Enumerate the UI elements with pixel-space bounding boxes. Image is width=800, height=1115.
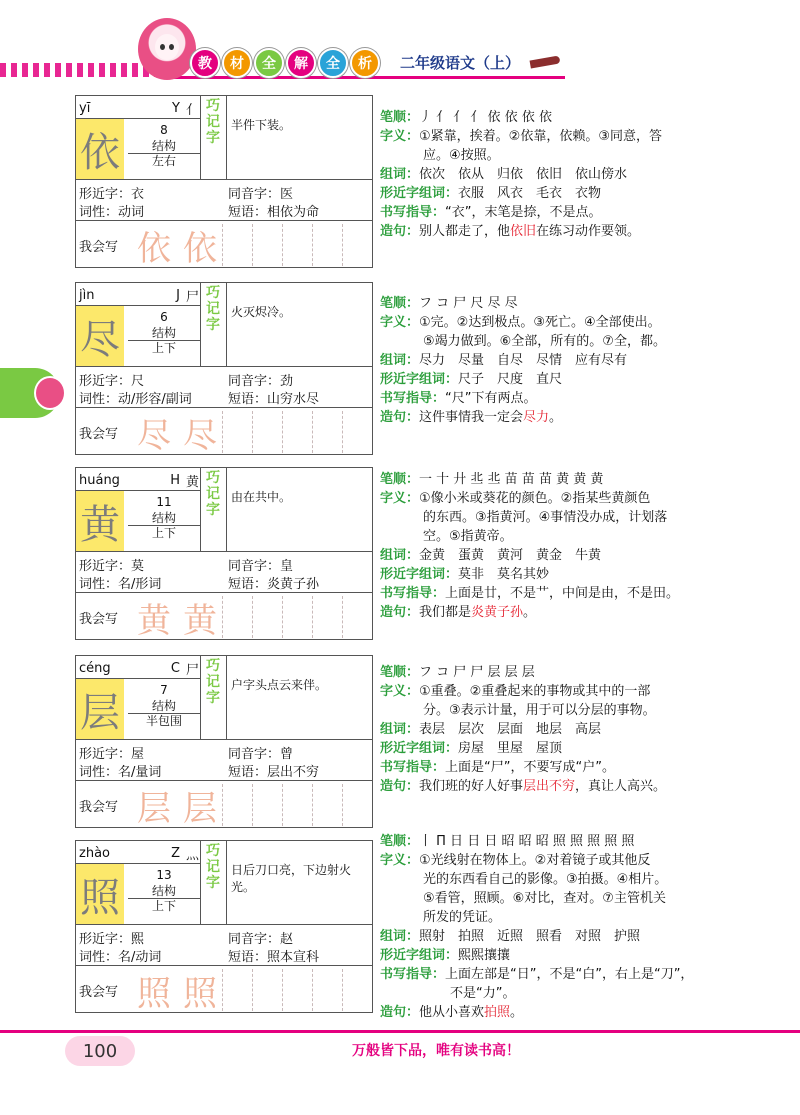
mascot-girl-icon xyxy=(138,18,196,80)
value: 光的东西看自己的影像。③拍摄。④相片。 xyxy=(423,872,668,887)
similar-word-list xyxy=(380,184,715,203)
label: 造句： xyxy=(380,1005,420,1020)
divider xyxy=(76,924,372,925)
structure: 左右 xyxy=(128,153,200,168)
stroke-count: 8 xyxy=(160,123,168,137)
value: 金黄 蛋黄 黄河 黄金 牛黄 xyxy=(419,548,602,563)
example-sentence xyxy=(380,222,715,241)
structure: 上下 xyxy=(128,340,200,355)
label: 短语： xyxy=(228,577,268,592)
label: 短语： xyxy=(228,392,268,407)
label: 笔顺： xyxy=(380,110,420,125)
similar-char xyxy=(79,928,144,947)
meaning-line xyxy=(380,527,715,546)
mnemonic-tag: 巧记字 xyxy=(206,98,220,146)
value: 名/形词 xyxy=(118,577,162,592)
initial-letter: Z xyxy=(171,845,180,861)
phrase xyxy=(228,201,319,220)
value: 我们都是 xyxy=(419,605,472,620)
practice-grid xyxy=(222,596,372,638)
trace-character: 尽 xyxy=(137,415,171,456)
radical: 尸 xyxy=(185,289,199,305)
character-card xyxy=(75,95,373,268)
phrase xyxy=(228,761,319,780)
value: 动/形容/副词 xyxy=(118,392,192,407)
value: 上面是“尸”，不要写成“户”。 xyxy=(445,760,615,775)
character-notes xyxy=(380,470,715,622)
meaning-line xyxy=(380,146,715,165)
label: 形近字组词： xyxy=(380,372,459,387)
character-card xyxy=(75,282,373,455)
value: 莫非 莫名其妙 xyxy=(458,567,550,582)
writing-guide xyxy=(380,389,715,408)
example-sentence xyxy=(380,603,715,622)
meaning-line xyxy=(380,508,715,527)
value: 。 xyxy=(549,410,563,425)
stroke-count: 7 xyxy=(160,683,168,697)
mnemonic-tag: 巧记字 xyxy=(206,470,220,518)
highlight: 尽力 xyxy=(523,410,550,425)
value: “尺”下有两点。 xyxy=(445,391,537,406)
pinyin-text: huáng xyxy=(79,472,120,488)
word-list xyxy=(380,720,715,739)
writing-guide xyxy=(380,584,715,603)
practice-label: 我会写 xyxy=(79,612,119,627)
homophone xyxy=(228,555,293,574)
value: 。 xyxy=(510,1005,524,1020)
writing-guide xyxy=(380,758,715,777)
similar-word-list xyxy=(380,946,715,965)
homophone xyxy=(228,928,293,947)
label: 字义： xyxy=(380,315,420,330)
value: ⑤竭力做到。⑥全部，所有的。⑦全，都。 xyxy=(423,334,666,349)
label: 书写指导： xyxy=(380,586,446,601)
highlight: 炎黄子孙 xyxy=(471,605,524,620)
character-notes xyxy=(380,294,715,427)
character-card xyxy=(75,467,373,640)
highlight: 拍照 xyxy=(484,1005,511,1020)
label: 形近字： xyxy=(79,374,132,389)
word-list xyxy=(380,165,715,184)
trace-character: 依 xyxy=(137,228,171,269)
highlight: 层出不穷 xyxy=(523,779,576,794)
value: 。 xyxy=(523,605,537,620)
trace-character: 尽 xyxy=(183,415,217,456)
label: 书写指导： xyxy=(380,205,446,220)
structure-label: 结构 xyxy=(151,699,176,713)
stroke-count: 13 xyxy=(156,868,172,882)
label: 形近字： xyxy=(79,932,132,947)
label: 字义： xyxy=(380,129,420,144)
label: 笔顺： xyxy=(380,834,420,849)
value: 莫 xyxy=(131,559,145,574)
stroke-count: 6 xyxy=(160,310,168,324)
divider xyxy=(76,366,372,367)
pinyin-row xyxy=(79,285,199,305)
label: 组词： xyxy=(380,167,420,182)
word-list xyxy=(380,546,715,565)
divider xyxy=(76,592,372,593)
grade-label: 二年级语文（上） xyxy=(400,54,521,72)
value: 所发的凭证。 xyxy=(423,910,502,925)
title-char: 全 xyxy=(254,48,284,78)
value: 医 xyxy=(280,187,294,202)
label: 短语： xyxy=(228,950,268,965)
label: 字义： xyxy=(380,853,420,868)
divider xyxy=(76,220,372,221)
stroke-count: 11 xyxy=(156,495,172,509)
footer-rule xyxy=(0,1030,800,1033)
divider xyxy=(76,551,372,552)
char-info xyxy=(128,306,200,366)
label: 形近字组词： xyxy=(380,567,459,582)
value: ①完。②达到极点。③死亡。④全部使出。 xyxy=(419,315,661,330)
phrase xyxy=(228,573,319,592)
practice-grid xyxy=(222,784,372,826)
practice-label: 我会写 xyxy=(79,985,119,1000)
label: 形近字： xyxy=(79,559,132,574)
value: 我们班的好人好事 xyxy=(419,779,524,794)
value: ①光线射在物体上。②对着镜子或其他反 xyxy=(419,853,651,868)
value: 这件事情我一定会 xyxy=(419,410,524,425)
trace-character: 依 xyxy=(183,228,217,269)
character-card xyxy=(75,655,373,828)
label: 组词： xyxy=(380,722,420,737)
value: 照本宣科 xyxy=(267,950,320,965)
divider xyxy=(200,841,201,924)
example-sentence xyxy=(380,1003,715,1022)
label: 短语： xyxy=(228,205,268,220)
label: 笔顺： xyxy=(380,472,420,487)
label: 造句： xyxy=(380,779,420,794)
divider xyxy=(226,468,227,551)
footer-motto: 万般皆下品，唯有读书高！ xyxy=(352,1043,520,1059)
radical: 黄 xyxy=(185,474,199,490)
label: 词性： xyxy=(79,205,119,220)
title-char: 析 xyxy=(350,48,380,78)
divider xyxy=(76,407,372,408)
label: 同音字： xyxy=(228,559,281,574)
divider xyxy=(226,96,227,179)
practice-label: 我会写 xyxy=(79,427,119,442)
character-card xyxy=(75,840,373,1013)
meaning-line xyxy=(380,851,715,870)
label: 组词： xyxy=(380,929,420,944)
label: 笔顺： xyxy=(380,665,420,680)
cat-mascot-icon xyxy=(34,376,66,410)
phrase xyxy=(228,388,319,407)
value: 应。④按照。 xyxy=(423,148,500,163)
trace-character: 层 xyxy=(137,788,171,829)
character-notes xyxy=(380,832,715,1022)
char-info xyxy=(128,864,200,924)
value: 别人都走了，他 xyxy=(419,224,511,239)
mnemonic-tag: 巧记字 xyxy=(206,843,220,891)
mnemonic: 半件下装。 xyxy=(231,118,292,132)
mnemonic-tag: 巧记字 xyxy=(206,285,220,333)
trace-character: 层 xyxy=(183,788,217,829)
meaning-line xyxy=(380,313,715,332)
meaning-line xyxy=(380,701,715,720)
writing-guide xyxy=(380,984,715,1003)
value: ①紧靠，挨着。②依靠，依赖。③同意，答 xyxy=(419,129,662,144)
radical: 亻 xyxy=(185,102,199,118)
label: 书写指导： xyxy=(380,967,446,982)
value: 衣 xyxy=(131,187,145,202)
stroke-order xyxy=(380,108,715,127)
part-of-speech xyxy=(79,201,144,220)
value: 空。⑤指黄帝。 xyxy=(423,529,513,544)
mnemonic: 火灭烬冷。 xyxy=(231,305,292,319)
label: 同音字： xyxy=(228,374,281,389)
character-notes xyxy=(380,108,715,241)
practice-grid xyxy=(222,969,372,1011)
similar-char xyxy=(79,555,144,574)
value: 分。③表示计量，用于可以分层的事物。 xyxy=(423,703,656,718)
page-header xyxy=(0,0,800,100)
value: 山穷水尽 xyxy=(267,392,320,407)
value: 尽力 尽量 自尽 尽情 应有尽有 xyxy=(419,353,628,368)
stroke-order xyxy=(380,294,715,313)
value: 动词 xyxy=(118,205,145,220)
pinyin-row xyxy=(79,843,199,863)
homophone xyxy=(228,370,293,389)
similar-char xyxy=(79,743,144,762)
word-list xyxy=(380,351,715,370)
divider xyxy=(200,468,201,551)
value: 表层 层次 层面 地层 高层 xyxy=(419,722,602,737)
value: 尺 xyxy=(131,374,145,389)
char-info xyxy=(128,679,200,739)
divider xyxy=(76,739,372,740)
value: ①像小米或葵花的颜色。②指某些黄颜色 xyxy=(419,491,651,506)
label: 词性： xyxy=(79,577,119,592)
mnemonic-tag: 巧记字 xyxy=(206,658,220,706)
main-character: 依 xyxy=(76,119,124,179)
similar-char xyxy=(79,183,144,202)
value: 屋 xyxy=(131,747,145,762)
label: 同音字： xyxy=(228,932,281,947)
label: 组词： xyxy=(380,548,420,563)
label: 词性： xyxy=(79,950,119,965)
writing-guide xyxy=(380,203,715,222)
value: ①重叠。②重叠起来的事物或其中的一部 xyxy=(419,684,651,699)
meaning-line xyxy=(380,870,715,889)
initial-letter: C xyxy=(170,660,180,676)
practice-label: 我会写 xyxy=(79,800,119,815)
word-list xyxy=(380,927,715,946)
label: 形近字： xyxy=(79,187,132,202)
stroke-order xyxy=(380,470,715,489)
practice-label: 我会写 xyxy=(79,240,119,255)
pinyin-text: céng xyxy=(79,660,111,676)
value: フ コ 尸 尺 尽 尽 xyxy=(419,296,518,311)
book-title xyxy=(190,48,380,78)
initial-letter: H xyxy=(170,472,180,488)
part-of-speech xyxy=(79,573,161,592)
value: “衣”，末笔是捺，不是点。 xyxy=(445,205,602,220)
label: 形近字组词： xyxy=(380,741,459,756)
pinyin-row xyxy=(79,98,199,118)
value: 相依为命 xyxy=(267,205,320,220)
label: 书写指导： xyxy=(380,391,446,406)
structure: 上下 xyxy=(128,898,200,913)
part-of-speech xyxy=(79,946,161,965)
value: 上面左部是“日”，不是“白”，右上是“刀”， xyxy=(445,967,694,982)
initial-letter: J xyxy=(176,287,180,303)
mnemonic: 日后刀口亮，下边射火光。 xyxy=(231,863,352,894)
value: 炎黄子孙 xyxy=(267,577,320,592)
value: 层出不穷 xyxy=(267,765,320,780)
meaning-line xyxy=(380,908,715,927)
value: ⑤看管，照顾。⑥对比，查对。⑦主管机关 xyxy=(423,891,666,906)
value: 房屋 里屋 屋顶 xyxy=(458,741,563,756)
initial-letter: Y xyxy=(172,100,180,116)
label: 字义： xyxy=(380,684,420,699)
pinyin-text: jìn xyxy=(79,287,95,303)
part-of-speech xyxy=(79,761,161,780)
value: 的东西。③指黄河。④事情没办成，计划落 xyxy=(423,510,668,525)
trace-character: 黄 xyxy=(137,600,171,641)
part-of-speech xyxy=(79,388,192,407)
value: 熙 xyxy=(131,932,145,947)
homophone xyxy=(228,743,293,762)
meaning-line xyxy=(380,489,715,508)
title-char: 材 xyxy=(222,48,252,78)
label: 造句： xyxy=(380,224,420,239)
value: 他从小喜欢 xyxy=(419,1005,485,1020)
divider xyxy=(200,283,201,366)
main-character: 尽 xyxy=(76,306,124,366)
title-char: 全 xyxy=(318,48,348,78)
pinyin-text: zhào xyxy=(79,845,110,861)
value: 尺子 尺度 直尺 xyxy=(458,372,563,387)
label: 短语： xyxy=(228,765,268,780)
value: 熙熙攘攘 xyxy=(458,948,511,963)
trace-character: 照 xyxy=(183,973,217,1014)
value: 赵 xyxy=(280,932,294,947)
label: 字义： xyxy=(380,491,420,506)
structure: 上下 xyxy=(128,525,200,540)
value: 上面是廿，不是艹，中间是由，不是田。 xyxy=(445,586,680,601)
structure-label: 结构 xyxy=(151,511,176,525)
value: 曾 xyxy=(280,747,294,762)
value: 劲 xyxy=(280,374,294,389)
practice-grid xyxy=(222,411,372,453)
page-number: 100 xyxy=(65,1036,135,1066)
value: 照射 拍照 近照 照看 对照 护照 xyxy=(419,929,641,944)
practice-grid xyxy=(222,224,372,266)
divider xyxy=(200,656,201,739)
structure-label: 结构 xyxy=(151,139,176,153)
pencil-icon xyxy=(530,55,561,68)
value: 不是“力”。 xyxy=(450,986,516,1001)
value: 在练习动作要领。 xyxy=(536,224,641,239)
title-char: 解 xyxy=(286,48,316,78)
divider xyxy=(226,656,227,739)
label: 形近字组词： xyxy=(380,948,459,963)
title-char: 教 xyxy=(190,48,220,78)
value: 依次 依从 归依 依旧 依山傍水 xyxy=(419,167,628,182)
divider xyxy=(76,965,372,966)
label: 形近字组词： xyxy=(380,186,459,201)
mnemonic: 由在共中。 xyxy=(231,490,292,504)
value: ，真让人高兴。 xyxy=(575,779,667,794)
meaning-line xyxy=(380,127,715,146)
stroke-order xyxy=(380,663,715,682)
main-character: 照 xyxy=(76,864,124,924)
phrase xyxy=(228,946,319,965)
structure: 半包围 xyxy=(128,713,200,728)
label: 同音字： xyxy=(228,187,281,202)
character-notes xyxy=(380,663,715,796)
divider xyxy=(76,179,372,180)
homophone xyxy=(228,183,293,202)
similar-char xyxy=(79,370,144,389)
label: 同音字： xyxy=(228,747,281,762)
value: フ コ 尸 尸 层 层 层 xyxy=(419,665,535,680)
label: 组词： xyxy=(380,353,420,368)
example-sentence xyxy=(380,408,715,427)
value: 名/动词 xyxy=(118,950,162,965)
highlight: 依旧 xyxy=(510,224,537,239)
main-character: 黄 xyxy=(76,491,124,551)
label: 造句： xyxy=(380,410,420,425)
value: 名/量词 xyxy=(118,765,162,780)
trace-character: 黄 xyxy=(183,600,217,641)
meaning-line xyxy=(380,332,715,351)
label: 形近字： xyxy=(79,747,132,762)
char-info xyxy=(128,119,200,179)
value: 一 十 廾 丠 丠 苗 苗 苗 黄 黄 黄 xyxy=(419,472,604,487)
similar-word-list xyxy=(380,370,715,389)
label: 造句： xyxy=(380,605,420,620)
meaning-line xyxy=(380,889,715,908)
divider xyxy=(226,283,227,366)
label: 书写指导： xyxy=(380,760,446,775)
value: 衣服 风衣 毛衣 衣物 xyxy=(458,186,602,201)
pinyin-text: yī xyxy=(79,100,91,116)
divider xyxy=(200,96,201,179)
pinyin-row xyxy=(79,470,199,490)
meaning-line xyxy=(380,682,715,701)
similar-word-list xyxy=(380,739,715,758)
label: 笔顺： xyxy=(380,296,420,311)
structure-label: 结构 xyxy=(151,326,176,340)
char-info xyxy=(128,491,200,551)
trace-character: 照 xyxy=(137,973,171,1014)
value: 丿 亻 亻 亻 依 依 依 依 xyxy=(419,110,552,125)
similar-word-list xyxy=(380,565,715,584)
main-character: 层 xyxy=(76,679,124,739)
value: 丨 П 日 日 日 昭 昭 昭 照 照 照 照 照 xyxy=(419,834,635,849)
mnemonic: 户字头点云来伴。 xyxy=(231,678,328,692)
label: 词性： xyxy=(79,392,119,407)
radical: 灬 xyxy=(185,847,199,863)
pinyin-row xyxy=(79,658,199,678)
example-sentence xyxy=(380,777,715,796)
divider xyxy=(76,780,372,781)
stroke-order xyxy=(380,832,715,851)
label: 词性： xyxy=(79,765,119,780)
radical: 尸 xyxy=(185,662,199,678)
value: 皇 xyxy=(280,559,294,574)
structure-label: 结构 xyxy=(151,884,176,898)
divider xyxy=(226,841,227,924)
writing-guide xyxy=(380,965,715,984)
